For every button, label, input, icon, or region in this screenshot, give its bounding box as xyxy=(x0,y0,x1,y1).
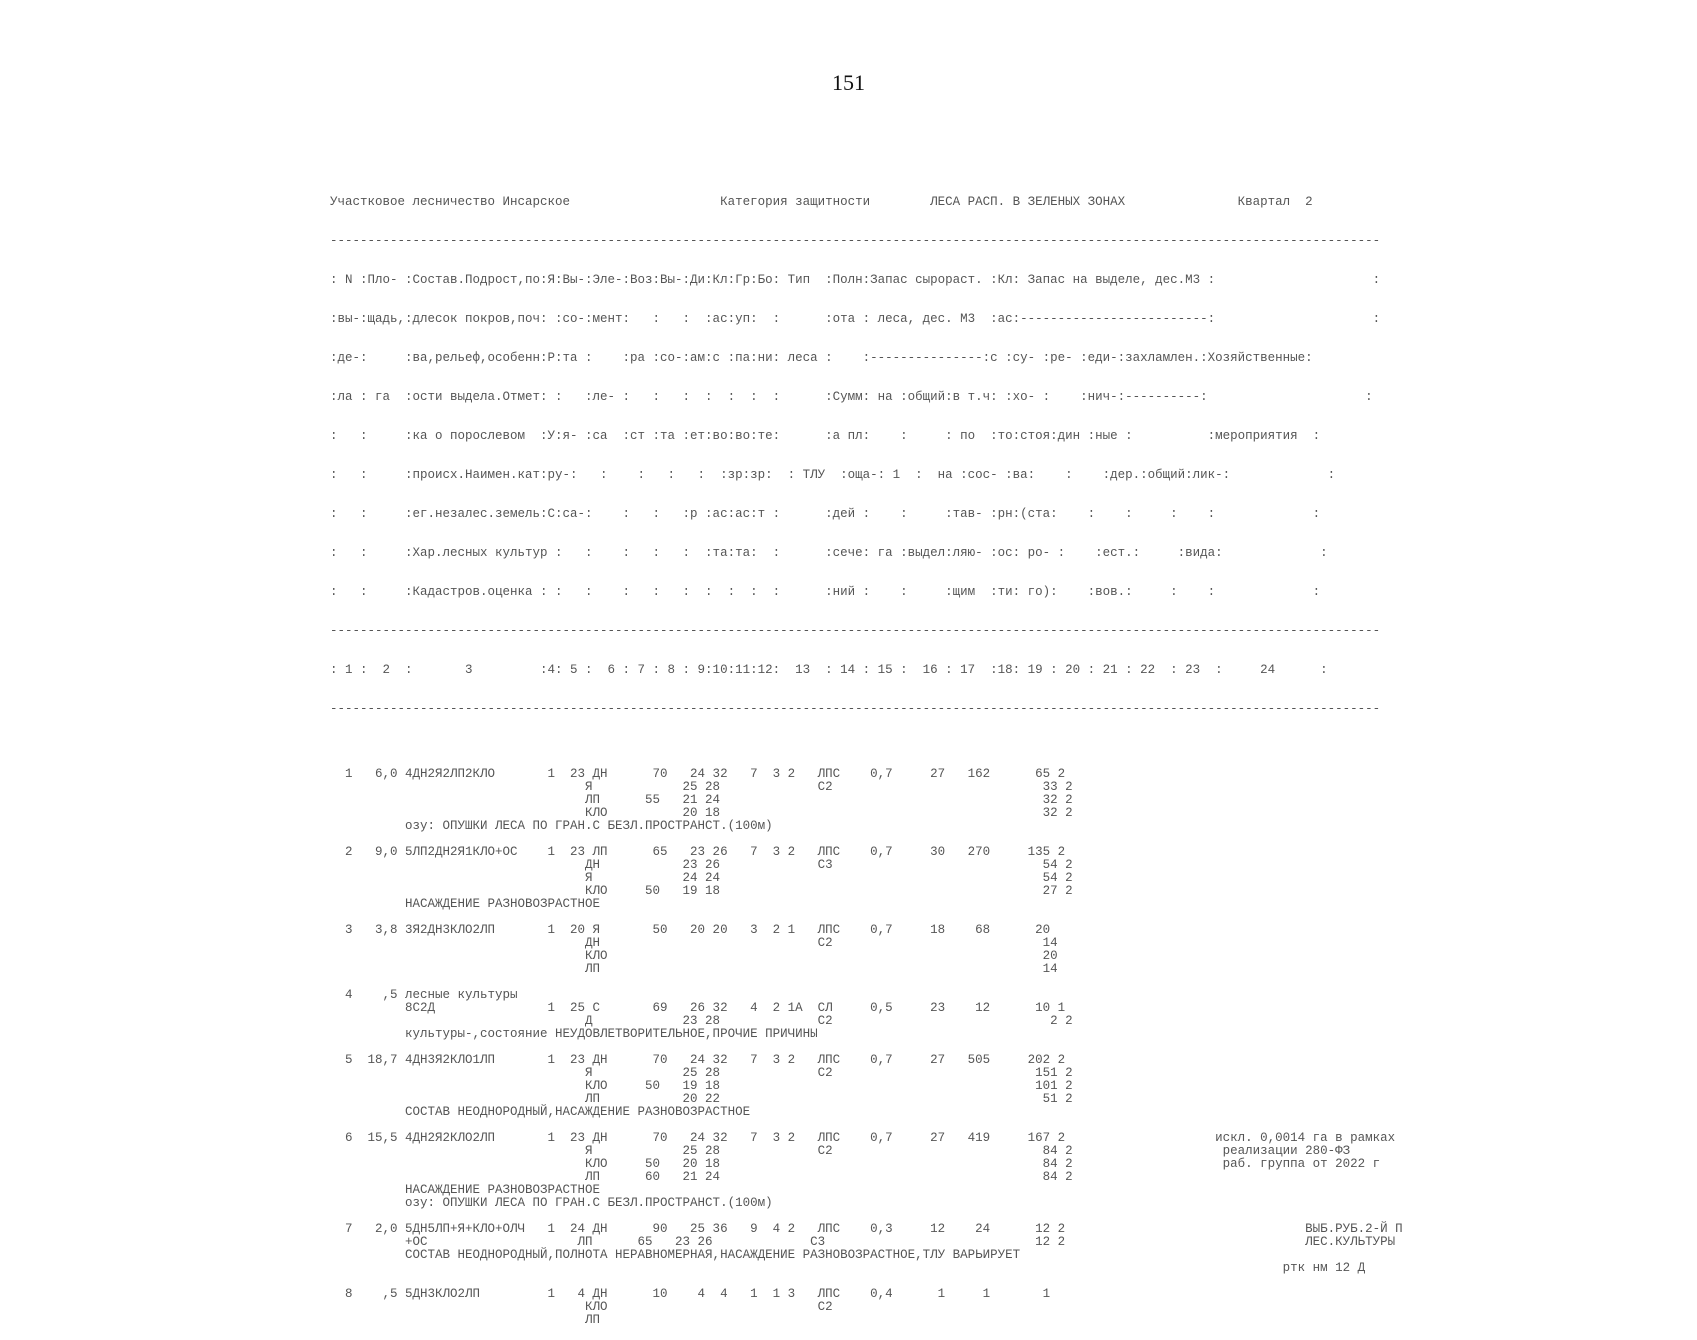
record-block xyxy=(330,846,1403,911)
record-line: ДН С2 14 xyxy=(330,936,1058,950)
spacer xyxy=(330,1210,1403,1223)
rule-bottom: -------------------------------------------------------------------------------------------------------------------------------------------- xyxy=(330,702,1381,716)
record-block xyxy=(330,989,1403,1041)
records-list xyxy=(330,755,1403,1327)
record-line: КЛО 50 19 18 101 2 xyxy=(330,1079,1073,1093)
column-header-line: :ла : га :ости выдела.Отмет: : :ле- : : : : : : : :Сумм: на :общий:в т.ч: :хо- : :нич-:----------: : xyxy=(330,390,1373,404)
record-line: ЛП 20 22 51 2 xyxy=(330,1092,1073,1106)
record-line: ртк нм 12 Д xyxy=(330,1261,1366,1275)
column-header-line: : : :происх.Наимен.кат:ру-: : : : : :зр:зр: : ТЛУ :оща-: 1 : на :сос- :ва: : :дер.:общий:лик-: : xyxy=(330,468,1336,482)
record-line: Я 24 24 54 2 xyxy=(330,871,1073,885)
record-line: ЛП 14 xyxy=(330,962,1058,976)
record-line: НАСАЖДЕНИЕ РАЗНОВОЗРАСТНОЕ xyxy=(330,1183,601,1197)
record-line: Я 25 28 С2 84 2 реализации 280-ФЗ xyxy=(330,1144,1351,1158)
column-header-line: : : :ег.незалес.земель:С:са-: : : :р :ас:ас:т : :дей : : :тав- :рн:(ста: : : : : : xyxy=(330,507,1321,521)
column-header-line: : : :ка о порослевом :У:я- :са :ст :та :ет:во:во:те: :а пл: : : по :то:стоя:дин :ные : :мероприятия : xyxy=(330,429,1321,443)
rule-mid: -------------------------------------------------------------------------------------------------------------------------------------------- xyxy=(330,624,1381,638)
record-line: ЛП xyxy=(330,1313,601,1327)
record-line: 7 2,0 5ДН5ЛП+Я+КЛО+ОЛЧ 1 24 ДН 90 25 36 9 4 2 ЛПС 0,3 12 24 12 2 ВЫБ.РУБ.2-Й П xyxy=(330,1222,1403,1236)
record-line: КЛО 50 20 18 84 2 раб. группа от 2022 г xyxy=(330,1157,1381,1171)
record-line: КЛО 50 19 18 27 2 xyxy=(330,884,1073,898)
record-line: СОСТАВ НЕОДНОРОДНЫЙ,НАСАЖДЕНИЕ РАЗНОВОЗРАСТНОЕ xyxy=(330,1105,751,1119)
forest-inventory-table xyxy=(330,170,1403,1340)
spacer xyxy=(330,1275,1403,1288)
record-line: ЛП 55 21 24 32 2 xyxy=(330,793,1073,807)
record-line: КЛО 20 xyxy=(330,949,1058,963)
record-line: ДН 23 26 С3 54 2 xyxy=(330,858,1073,872)
record-line: 8 ,5 5ДН3КЛО2ЛП 1 4 ДН 10 4 4 1 1 3 ЛПС 0,4 1 1 1 xyxy=(330,1287,1051,1301)
table-title-line: Участковое лесничество Инсарское Категория защитности ЛЕСА РАСП. В ЗЕЛЕНЫХ ЗОНАХ Квартал 2 xyxy=(330,195,1313,209)
record-line: НАСАЖДЕНИЕ РАЗНОВОЗРАСТНОЕ xyxy=(330,897,601,911)
record-block xyxy=(330,1132,1403,1210)
record-line: 3 3,8 3Я2ДН3КЛО2ЛП 1 20 Я 50 20 20 3 2 1 ЛПС 0,7 18 68 20 xyxy=(330,923,1051,937)
record-block xyxy=(330,1223,1403,1275)
column-header-line: : : :Кадастров.оценка : : : : : : : : : : :ний : : :щим :ти: го): :вов.: : : : xyxy=(330,585,1321,599)
record-line: КЛО 20 18 32 2 xyxy=(330,806,1073,820)
record-line: Я 25 28 С2 151 2 xyxy=(330,1066,1073,1080)
column-numbers: : 1 : 2 : 3 :4: 5 : 6 : 7 : 8 : 9:10:11:12: 13 : 14 : 15 : 16 : 17 :18: 19 : 20 : 21 : 22 : 23 : 24 : xyxy=(330,663,1328,677)
record-line: Я 25 28 С2 33 2 xyxy=(330,780,1073,794)
record-line: 6 15,5 4ДН2Я2КЛО2ЛП 1 23 ДН 70 24 32 7 3 2 ЛПС 0,7 27 419 167 2 искл. 0,0014 га в рамках xyxy=(330,1131,1396,1145)
page-number: 151 xyxy=(832,70,865,95)
record-line: 5 18,7 4ДН3Я2КЛО1ЛП 1 23 ДН 70 24 32 7 3 2 ЛПС 0,7 27 505 202 2 xyxy=(330,1053,1066,1067)
record-line: 1 6,0 4ДН2Я2ЛП2КЛО 1 23 ДН 70 24 32 7 3 2 ЛПС 0,7 27 162 65 2 xyxy=(330,767,1066,781)
column-header-line: :де-: :ва,рельеф,особенн:Р:та : :ра :со-:ам:с :па:ни: леса : :---------------:с :су- :ре- :еди-:захламлен.:Хозяйственные: xyxy=(330,351,1313,365)
record-line: озу: ОПУШКИ ЛЕСА ПО ГРАН.С БЕЗЛ.ПРОСТРАНСТ.(100м) xyxy=(330,1196,773,1210)
record-line: КЛО С2 xyxy=(330,1300,833,1314)
record-line: Д 23 28 С2 2 2 xyxy=(330,1014,1073,1028)
record-line: озу: ОПУШКИ ЛЕСА ПО ГРАН.С БЕЗЛ.ПРОСТРАНСТ.(100м) xyxy=(330,819,773,833)
record-line: 4 ,5 лесные культуры xyxy=(330,988,518,1002)
record-line: СОСТАВ НЕОДНОРОДНЫЙ,ПОЛНОТА НЕРАВНОМЕРНАЯ,НАСАЖДЕНИЕ РАЗНОВОЗРАСТНОЕ,ТЛУ ВАРЬИРУЕТ xyxy=(330,1248,1021,1262)
record-block xyxy=(330,1054,1403,1119)
column-header-line: : N :Пло- :Состав.Подрост,по:Я:Вы-:Эле-:Воз:Вы-:Ди:Кл:Гр:Бо: Тип :Полн:Запас сырораст. :Кл: Запас на выделе, дес.М3 : : xyxy=(330,273,1381,287)
record-line: +ОС ЛП 65 23 26 С3 12 2 ЛЕС.КУЛЬТУРЫ xyxy=(330,1235,1396,1249)
record-block xyxy=(330,924,1403,976)
rule-top: -------------------------------------------------------------------------------------------------------------------------------------------- xyxy=(330,234,1381,248)
record-line: 8С2Д 1 25 С 69 26 32 4 2 1А СЛ 0,5 23 12 10 1 xyxy=(330,1001,1066,1015)
record-block xyxy=(330,768,1403,833)
record-line: ЛП 60 21 24 84 2 xyxy=(330,1170,1073,1184)
column-header-line: : : :Хар.лесных культур : : : : : :та:та: : :сече: га :выдел:ляю- :ос: ро- : :ест.: :вида: : xyxy=(330,546,1328,560)
record-block xyxy=(330,1288,1403,1327)
record-line: культуры-,состояние НЕУДОВЛЕТВОРИТЕЛЬНОЕ,ПРОЧИЕ ПРИЧИНЫ xyxy=(330,1027,818,1041)
record-line: 2 9,0 5ЛП2ДН2Я1КЛО+ОС 1 23 ЛП 65 23 26 7 3 2 ЛПС 0,7 30 270 135 2 xyxy=(330,845,1066,859)
column-header-line: :вы-:щадь,:длесок покров,поч: :со-:мент: : : :ас:уп: : :ота : леса, дес. М3 :ас:-------------------------: : xyxy=(330,312,1381,326)
